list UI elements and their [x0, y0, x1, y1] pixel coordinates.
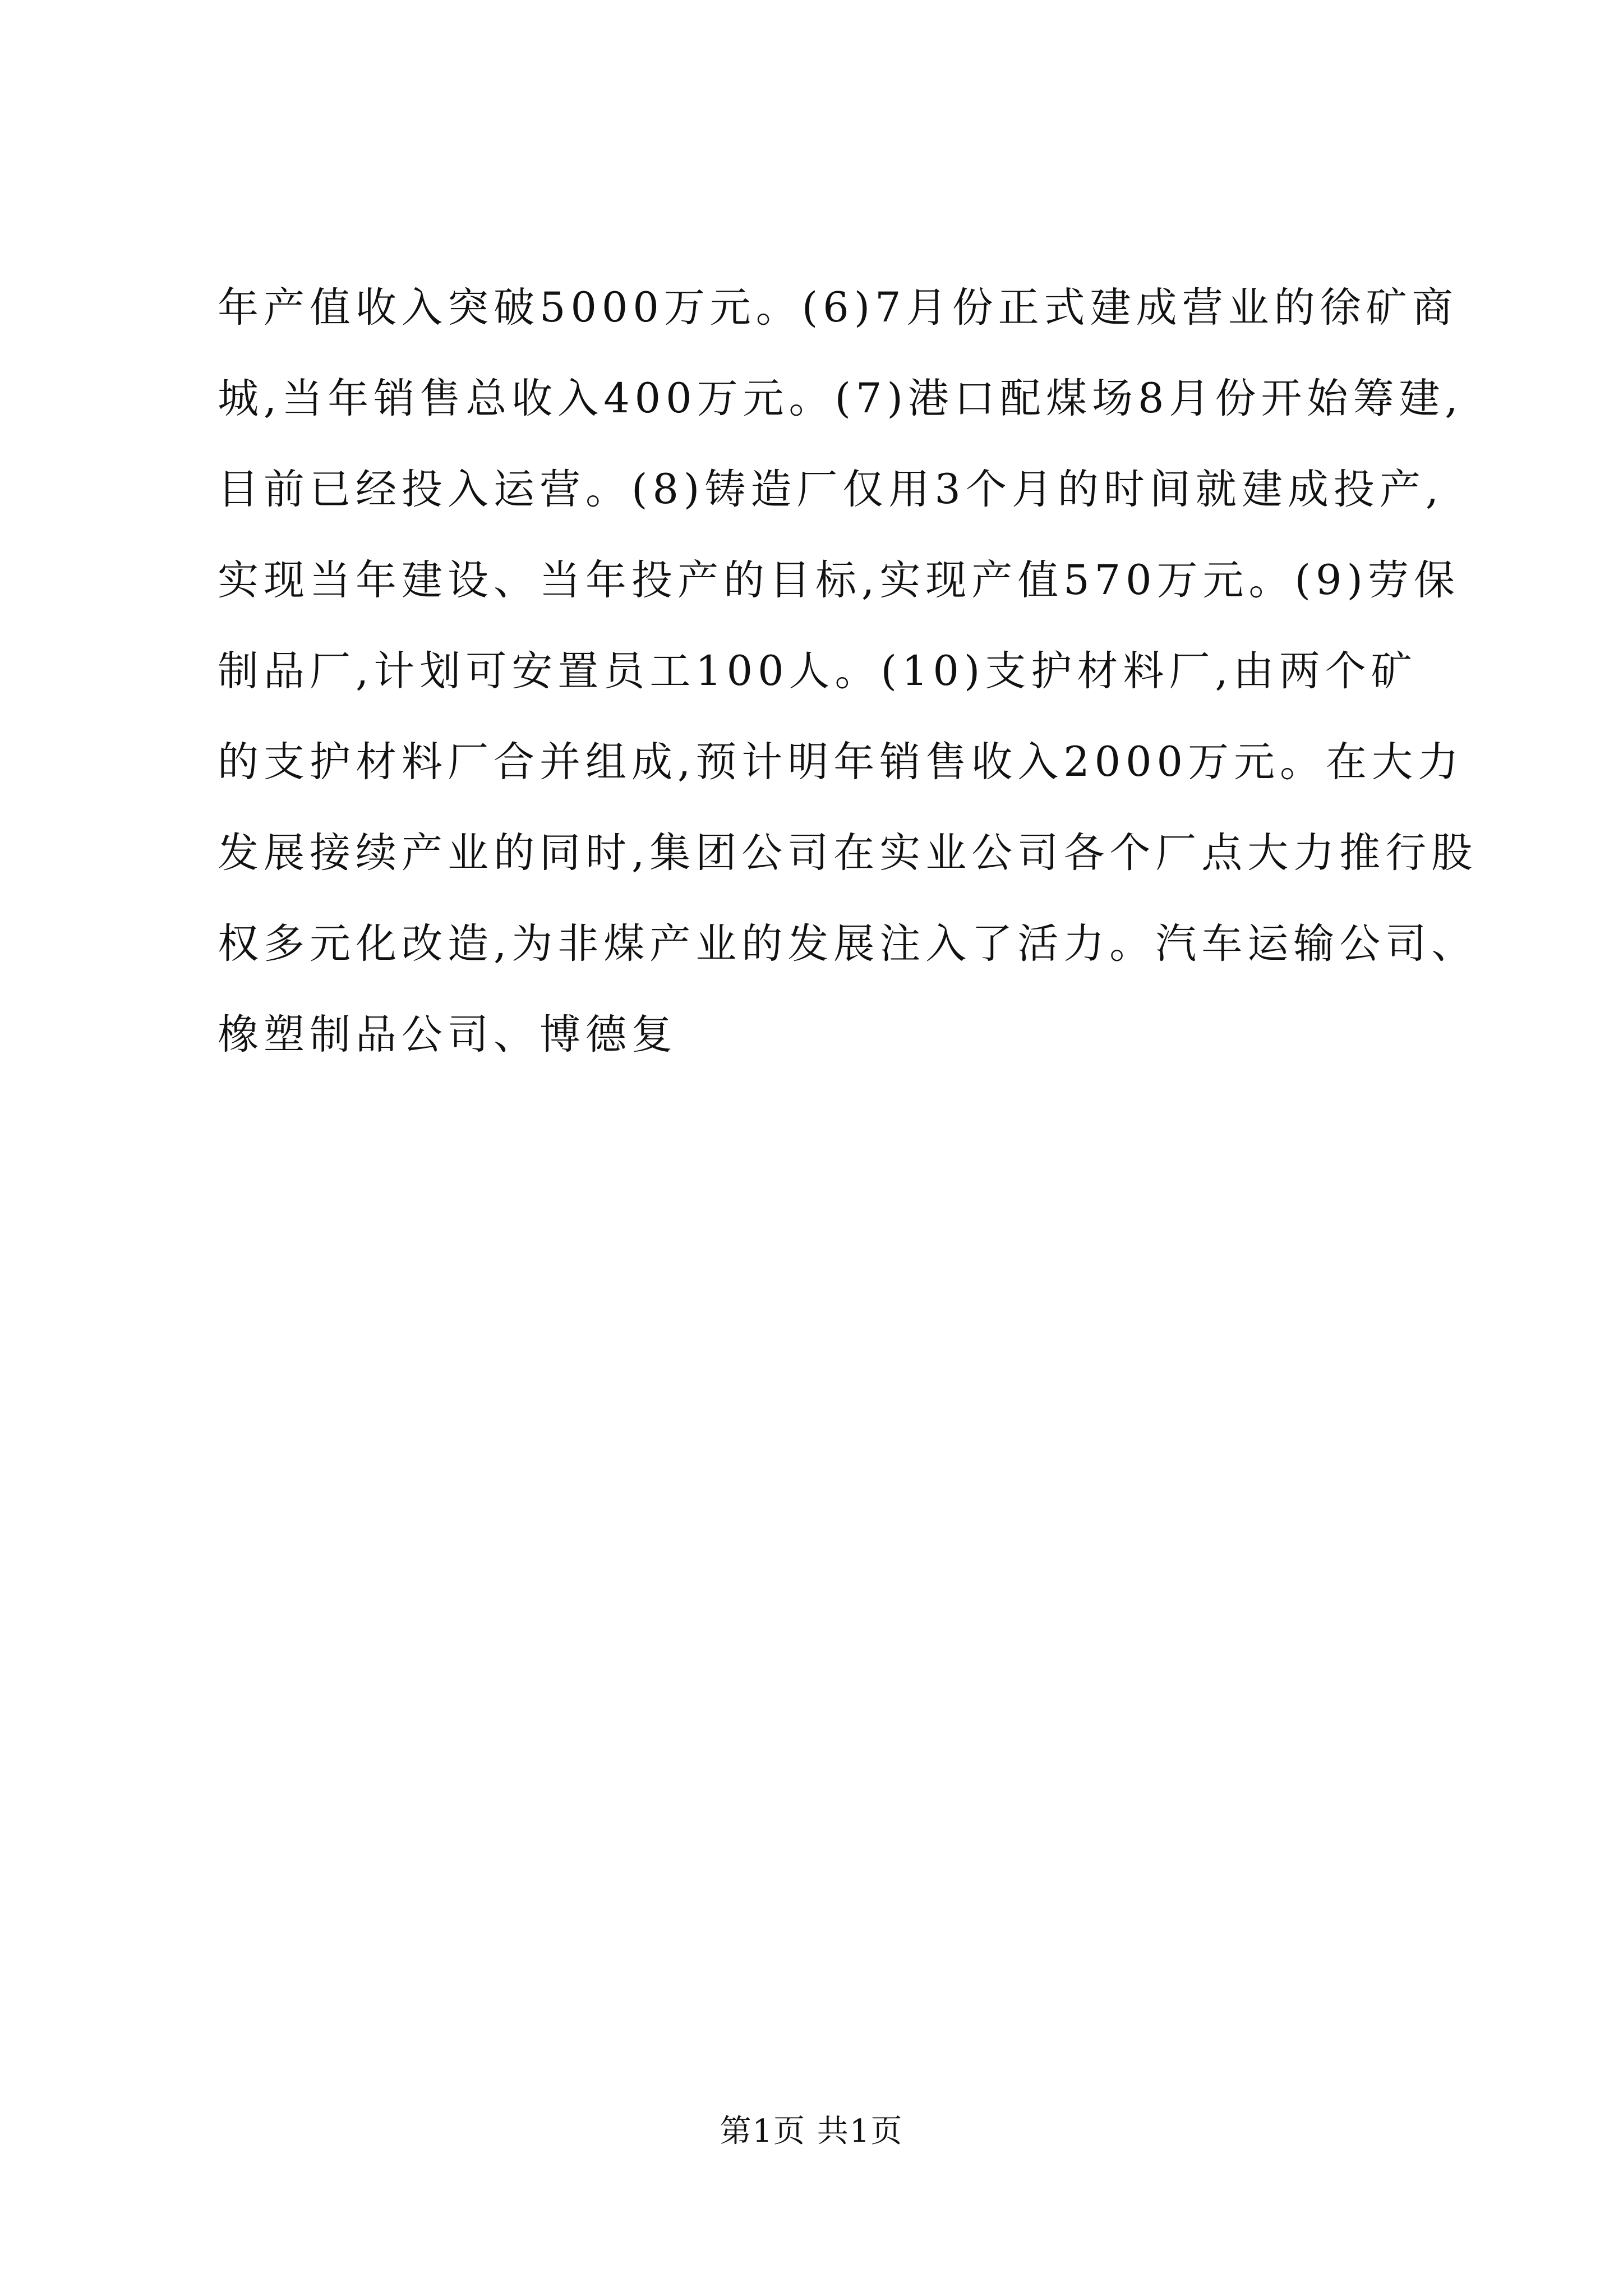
text-line-1: 年产值收入突破5000万元。(6)7月份正式建成营业的徐矿商: [218, 284, 1458, 332]
text-line-6: 的支护材料厂合并组成,预计明年销售收入2000万元。在大力: [218, 738, 1464, 786]
text-line-4: 实现当年建设、当年投产的目标,实现产值570万元。(9)劳保: [218, 556, 1460, 604]
text-line-7: 发展接续产业的同时,集团公司在实业公司各个厂点大力推行股: [218, 829, 1478, 877]
text-line-3: 目前已经投入运营。(8)铸造厂仅用3个月的时间就建成投产,: [218, 466, 1444, 513]
document-body: [218, 263, 1478, 1080]
text-line-8: 权多元化改造,为非煤产业的发展注入了活力。汽车运输公司、: [218, 920, 1478, 968]
text-line-9: 橡塑制品公司、博德复: [218, 1011, 677, 1059]
text-line-2: 城,当年销售总收入400万元。(7)港口配煤场8月份开始筹建,: [218, 375, 1463, 422]
page-footer: 第1页 共1页: [720, 2113, 903, 2150]
text-line-5: 制品厂,计划可安置员工100人。(10)支护材料厂,由两个矿: [218, 647, 1417, 695]
